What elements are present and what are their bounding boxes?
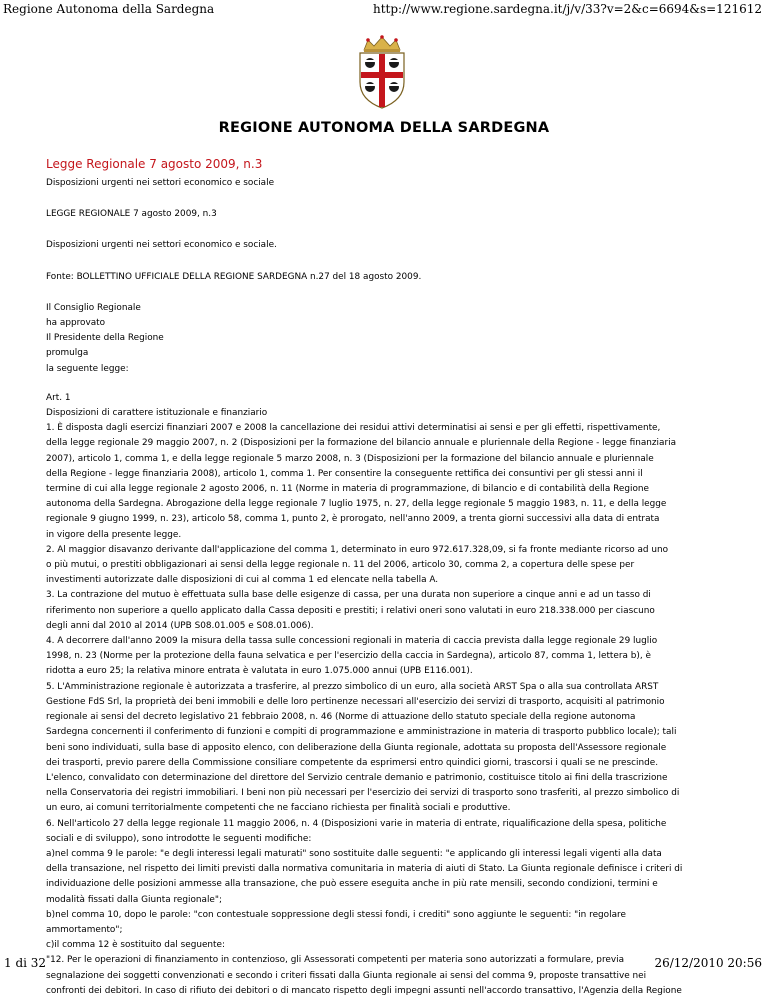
print-header-title: Regione Autonoma della Sardegna [3,2,215,16]
law-heading-subtitle: Disposizioni urgenti nei settori economico e sociale. [46,240,277,251]
print-header-url: http://www.regione.sardegna.it/j/v/33?v=2&c=6694&s=121612 [373,2,762,16]
article-text-line: 2. Al maggior disavanzo derivante dall'applicazione del comma 1, determinato in euro 972.617.328,09, si fa fronte mediante ricorso ad uno [46,544,669,555]
article-text-line: individuazione delle posizioni ammesse alla transazione, che può essere eseguita anche in più rate mensili, secondo condizioni, termini e [46,879,658,890]
article-text-line: c)il comma 12 è sostituito dal seguente: [46,940,225,951]
article-text-line: della legge regionale 29 maggio 2007, n. 2 (Disposizioni per la formazione del bilancio annuale e pluriennale della Regione - legge finanziaria [46,438,677,449]
article-number: Art. 1 [46,392,71,403]
preamble-line: la seguente legge: [46,363,129,374]
law-heading: LEGGE REGIONALE 7 agosto 2009, n.3 [46,209,217,220]
brand-name: REGIONE AUTONOMA DELLA SARDEGNA [218,120,550,136]
article-text-line: 3. La contrazione del mutuo è effettuata sulla base delle esigenze di cassa, per una durata non superiore a cinque anni e ad un tasso di [46,590,651,601]
sardinia-four-moors-crest-icon [350,34,414,110]
article-text-line: regionale 9 giugno 1999, n. 23), articolo 58, comma 1, punto 2, è prorogato, nell'anno 2009, a trenta giorni successivi alla data di entrata [46,514,660,525]
article-text-line: Gestione FdS Srl, la proprietà dei beni immobili e delle loro pertinenze necessari all'esercizio dei servizi di trasporto, acquisiti al patrimonio [46,696,665,707]
article-text-line: sociali e di sviluppo), sono introdotte le seguenti modifiche: [46,833,312,844]
article-text-line: 2007), articolo 1, comma 1, e della legge regionale 5 marzo 2008, n. 3 (Disposizioni per la formazione del bilancio annuale e pluriennale [46,453,654,464]
article-text-line: della transazione, nel rispetto dei limiti previsti dalla normativa comunitaria in materia di aiuti di Stato. La Giunta regionale definisce i criteri di [46,864,683,875]
article-text-line: regionale ai sensi del decreto legislativo 21 febbraio 2008, n. 46 (Norme di attuazione dello statuto speciale della regione autonoma [46,712,636,723]
article-text-line: degli anni dal 2010 al 2014 (UPB S08.01.005 e S08.01.006). [46,620,314,631]
article-text-line: a)nel comma 9 le parole: "e degli interessi legali maturati" sono sostituite dalle seguenti: "e applicando gli interessi legali vigenti alla data [46,848,662,859]
document-body [46,156,736,999]
article-text-line: ridotta a euro 25; la relativa minore entrata è valutata in euro 1.075.000 annui (UPB E116.001). [46,666,473,677]
article-text-line: nella Conservatoria dei registri immobiliari. I beni non più necessari per l'esercizio dei servizi di trasporto sono trasferiti, al prezzo simbolico di [46,788,680,799]
article-text [46,421,736,999]
article-text-line: "12. Per le operazioni di finanziamento in contenzioso, gli Assessorati competenti per materia sono autorizzati a formulare, previa [46,955,625,966]
article-text-line: Sardegna concernenti il conferimento di funzioni e compiti di programmazione e amministrazione in materia di trasporto pubblico locale); tali [46,727,677,738]
article-text-line: dei trasporti, previo parere della Commissione consiliare competente da esprimersi entro quindici giorni, trascorsi i quali se ne prescinde. [46,757,659,768]
preamble-line: promulga [46,348,89,359]
article-text-line: segnalazione dei soggetti convenzionati e secondo i criteri fissati dalla Giunta regionale ai sensi del comma 9, proposte transattive nei [46,970,647,981]
article-text-line: L'elenco, convalidato con determinazione del direttore del Servizio centrale demanio e patrimonio, costituisce titolo ai fini della trascrizione [46,772,668,783]
article-text-line: confronti dei debitori. In caso di rifiuto dei debitori o di mancato rispetto degli impegni assunti nell'accordo transattivo, l'Agenzia della Regione [46,985,682,996]
article-text-line: un euro, ai comuni territorialmente competenti che ne facciano richiesta per finalità sociali e produttive. [46,803,511,814]
article-text-line: o più mutui, o prestiti obbligazionari ai sensi della legge regionale n. 11 del 2006, articolo 30, comma 2, a copertura delle spese per [46,560,635,571]
article-text-line: termine di cui alla legge regionale 2 agosto 2006, n. 11 (Norme in materia di programmazione, di bilancio e di contabilità della Regione [46,484,649,495]
article-text-line: 4. A decorrere dall'anno 2009 la misura della tassa sulle concessioni regionali in materia di caccia prevista dalla legge regionale 29 luglio [46,636,658,647]
article-text-line: 1998, n. 23 (Norme per la protezione della fauna selvatica e per l'esercizio della caccia in Sardegna), articolo 87, comma 1, lettera b), è [46,651,651,662]
preamble-line: Il Presidente della Regione [46,333,164,344]
article-title: Disposizioni di carattere istituzionale e finanziario [46,408,268,419]
preamble-line: ha approvato [46,318,106,329]
article-text-line: beni sono individuati, sulla base di apposito elenco, con deliberazione della Giunta regionale, adottata su proposta dell'Assessore regionale [46,742,667,753]
document-title[interactable]: Legge Regionale 7 agosto 2009, n.3 [46,157,263,171]
article-text-line: modalità fissati dalla Giunta regionale"; [46,894,222,905]
print-timestamp: 26/12/2010 20:56 [654,956,762,970]
article-text-line: della Regione - legge finanziaria 2008), articolo 1, comma 1. Per consentire la conseguente rettifica dei consuntivi per gli stessi anni il [46,468,643,479]
article-text-line: in vigore della presente legge. [46,529,182,540]
article-text-line: 6. Nell'articolo 27 della legge regionale 11 maggio 2006, n. 4 (Disposizioni varie in materia di entrate, riqualificazione della spesa, politiche [46,818,667,829]
document-subtitle: Disposizioni urgenti nei settori economico e sociale [46,178,275,188]
article-text-line: investimenti autorizzate dalle disposizioni di cui al comma 1 ed elencate nella tabella A. [46,575,439,586]
source-note: Fonte: BOLLETTINO UFFICIALE DELLA REGIONE SARDEGNA n.27 del 18 agosto 2009. [46,271,422,282]
page-counter: 1 di 32 [4,956,47,970]
preamble-line: Il Consiglio Regionale [46,302,141,313]
article-text-line: riferimento non superiore a quello applicato dalla Cassa depositi e prestiti; i relativi oneri sono valutati in euro 218.338.000 per ciascuno [46,605,655,616]
article-text-line: b)nel comma 10, dopo le parole: "con contestuale soppressione degli stessi fondi, i crediti" sono aggiunte le seguenti: "in regolare [46,909,626,920]
article-text-line: ammortamento"; [46,924,123,935]
article-text-line: 5. L'Amministrazione regionale è autorizzata a trasferire, al prezzo simbolico di un euro, alla società ARST Spa o alla sua controllata ARST [46,681,659,692]
article-text-line: 1. È disposta dagli esercizi finanziari 2007 e 2008 la cancellazione dei residui attivi determinatisi ai sensi e per gli effetti, rispettivamente, [46,423,661,434]
article-text-line: autonoma della Sardegna. Abrogazione della legge regionale 7 luglio 1975, n. 27, della legge regionale 5 maggio 1983, n. 11, e della legge [46,499,667,510]
